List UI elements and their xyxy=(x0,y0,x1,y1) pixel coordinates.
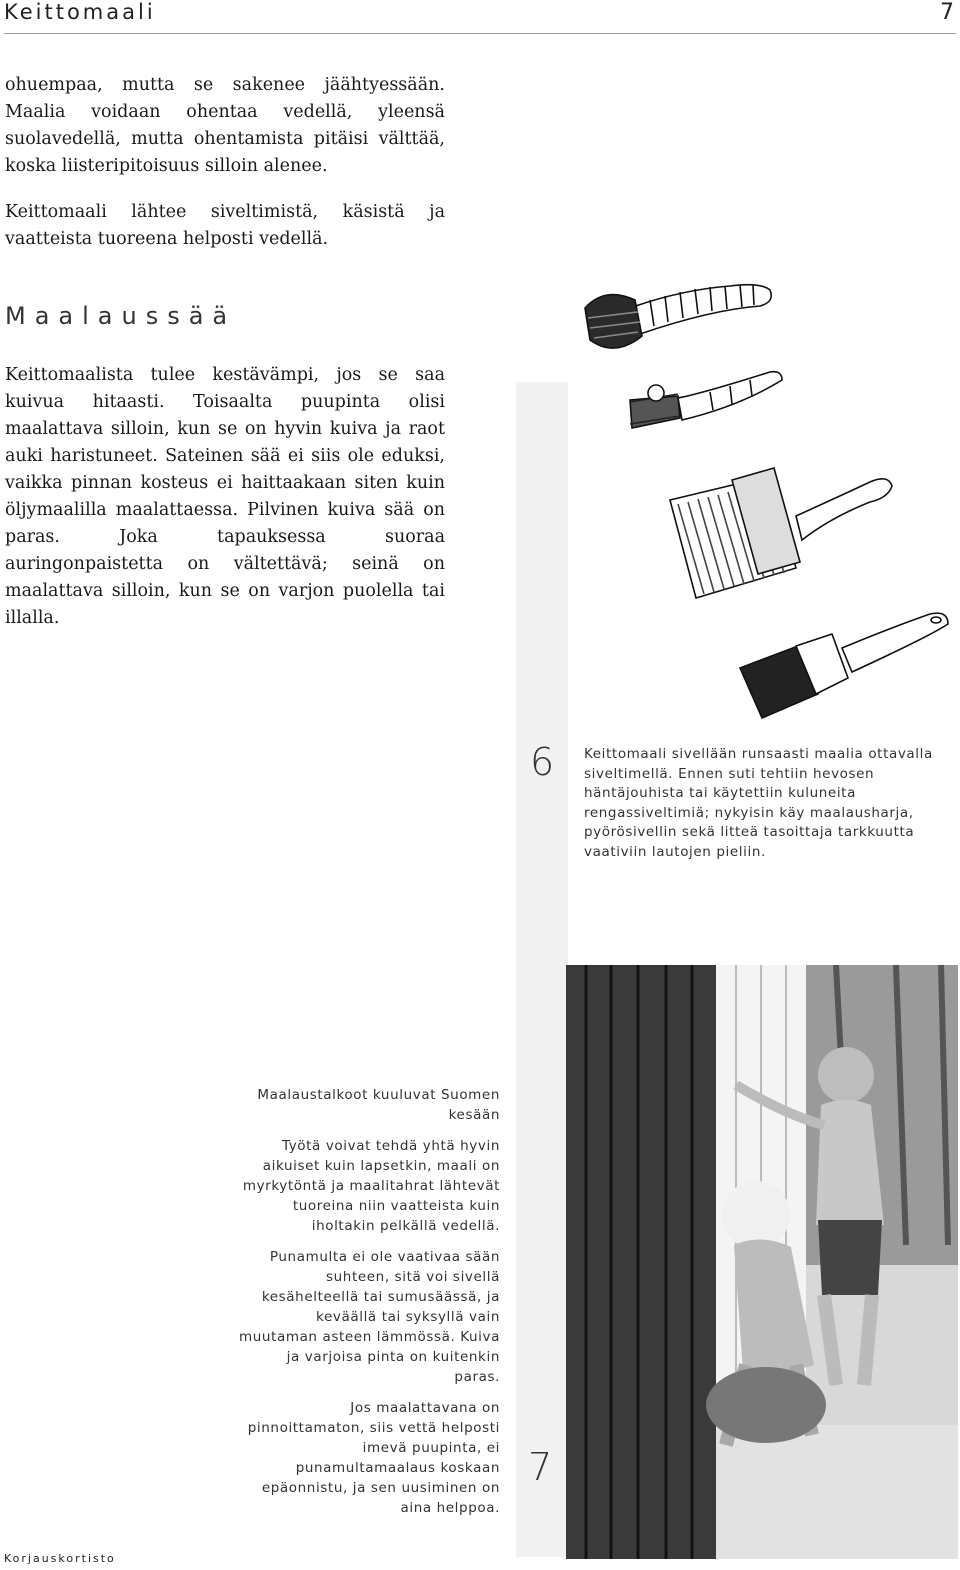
figure-caption: Keittomaali sivellään runsaasti maalia ottavalla siveltimellä. Ennen suti tehtiin hevosen häntäjouhista tai käytettiin kuluneita rengassiveltimiä; nykyisin käy maalausharja, pyörösivellin sekä litteä tasoittaja tarkkuutta vaativiin lautojen pieliin. xyxy=(584,746,933,860)
page-number: 7 xyxy=(940,0,954,25)
figure-number-band xyxy=(516,382,568,1557)
ring-brush-icon xyxy=(585,285,771,348)
photo-caption-paragraph: Jos maalattavana on pinnoittamaton, siis vettä helposti imevä puupinta, ei punamultamaalaus koskaan epäonnistu, ja sen uusiminen on aina helppoa. xyxy=(247,1400,500,1516)
header-divider xyxy=(4,33,956,34)
body-paragraph: ohuempaa, mutta se sakenee jäähtyessään. Maalia voidaan ohentaa vedellä, yleensä suolavedellä, mutta ohentamista pitäisi välttää, koska liisteripitoisuus silloin alenee. xyxy=(5,75,445,176)
flat-brush-icon xyxy=(740,613,948,718)
photo-caption-column xyxy=(238,1085,500,1529)
brushes-illustration xyxy=(570,268,960,728)
running-title: Keittomaali xyxy=(4,0,156,24)
photo-caption-paragraph: Työtä voivat tehdä yhtä hyvin aikuiset kuin lapsetkin, maali on myrkytöntä ja maalitahrat lähtevät tuoreina niin vaatteista kuin iholtakin pelkällä vedellä. xyxy=(242,1138,500,1234)
children-painting-photo xyxy=(566,965,958,1559)
body-paragraph: Keittomaalista tulee kestävämpi, jos se saa kuivua hitaasti. Toisaalta puupinta olisi maalattava silloin, kun se on hyvin kuiva ja raot auki haristuneet. Sateinen sää ei siis ole eduksi, vaikka pinnan kosteus ei haittaakaan siten kuin öljymaalilla maalattaessa. Pilvinen kuiva sää on paras. Joka tapauksessa suoraa auringonpaistetta on vältettävä; seinä on maalattava silloin, kun se on varjon puolella tai illalla. xyxy=(5,365,445,628)
footer-publication-title: Korjauskortisto xyxy=(4,1552,116,1565)
round-brush-icon xyxy=(630,372,782,428)
figure-number: 7 xyxy=(528,1445,553,1489)
photo-caption-heading: Maalaustalkoot kuuluvat Suomen kesään xyxy=(257,1087,500,1123)
body-paragraph: Keittomaali lähtee siveltimistä, käsistä ja vaatteista tuoreena helposti vedellä. xyxy=(5,202,445,249)
figure-number: 6 xyxy=(530,740,555,784)
photo-caption-paragraph: Punamulta ei ole vaativaa sään suhteen, sitä voi sivellä kesähelteellä tai sumusäässä, ja keväällä tai syksyllä vain muutaman asteen lämmössä. Kuiva ja varjoisa pinta on kuitenkin paras. xyxy=(238,1249,500,1385)
section-heading: Maalaussää xyxy=(5,302,237,330)
wall-brush-icon xyxy=(670,468,892,598)
